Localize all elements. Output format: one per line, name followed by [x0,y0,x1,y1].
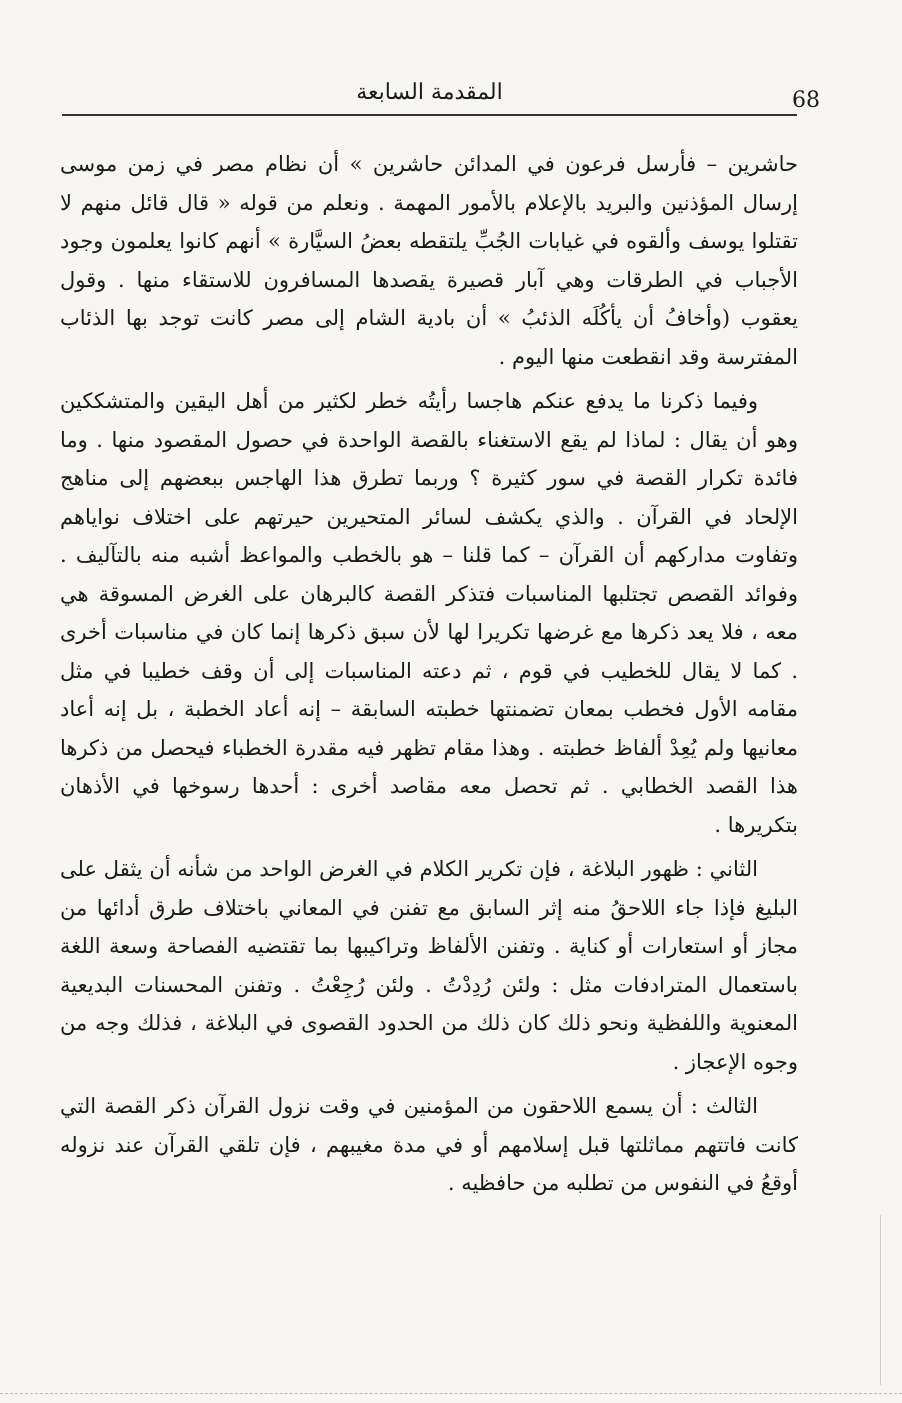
paragraph-4: الثالث : أن يسمع اللاحقون من المؤمنين في وقت نزول القرآن ذكر القصة التي كانت فاتتهم مماثلتها قبل إسلامهم أو في مدة مغيبهم ، فإن تلقي القرآن عند نزوله أوقعُ في النفوس من تطلبه من حافظيه . [60,1094,798,1195]
page-number: 68 [792,88,820,113]
paragraph-2: وفيما ذكرنا ما يدفع عنكم هاجسا رأيتُه خطر لكثير من أهل اليقين والمتشككين وهو أن يقال : لماذا لم يقع الاستغناء بالقصة الواحدة في حصول المقصود منها . وما فائدة تكرار القصة في سور كثيرة ؟ وربما تطرق هذا الهاجس ببعضهم إلى مناهج الإلحاد في القرآن . والذي يكشف لسائر المتحيرين حيرتهم على اختلاف نواياهم وتفاوت مداركهم أن القرآن – كما قلنا – هو بالخطب والمواعظ أشبه منه بالتآليف . وفوائد القصص تجتلبها المناسبات فتذكر القصة كالبرهان على الغرض المسوقة هي معه ، فلا يعد ذكرها مع غرضها تكريرا لها لأن سبق ذكرها إنما كان في مناسبات أخرى . كما لا يقال للخطيب في قوم ، ثم دعته المناسبات إلى أن وقف خطيبا في مثل مقامه الأول فخطب بمعان تضمنتها خطبته السابقة – إنه أعاد الخطبة ، بل إنه أعاد معانيها ولم يُعِدْ ألفاظ خطبته . وهذا مقام تظهر فيه مقدرة الخطباء فيحصل من ذكرها هذا القصد الخطابي . ثم تحصل معه مقاصد أخرى : أحدها رسوخها في الأذهان بتكريرها . [60,389,798,837]
running-title: المقدمة السابعة [356,80,503,105]
scan-margin-line [880,1215,881,1385]
scan-bottom-edge [0,1393,902,1394]
paragraph-3: الثاني : ظهور البلاغة ، فإن تكرير الكلام في الغرض الواحد من شأنه أن يثقل على البليغ فإذا جاء اللاحقُ منه إثر السابق مع تفنن في المعاني باختلاف طرق أدائها من مجاز أو استعارات أو كناية . وتفنن الألفاظ وتراكيبها بما تقتضيه الفصاحة وسعة اللغة باستعمال المترادفات مثل : ولئن رُدِدْتُ . ولئن رُجِعْتُ . وتفنن المحسنات البديعية المعنوية واللفظية ونحو ذلك كان ذلك من الحدود القصوى في البلاغة ، فذلك وجه من وجوه الإعجاز . [60,857,798,1074]
header-rule [62,114,797,116]
body-text [60,145,798,1203]
paragraph-1: حاشرين – فأرسل فرعون في المدائن حاشرين » أن نظام مصر في زمن موسى إرسال المؤذنين والبريد بالإعلام بالأمور المهمة . ونعلم من قوله « قال قائل منهم لا تقتلوا يوسف وألقوه في غيابات الجُبِّ يلتقطه بعضُ السيَّارة » أنهم كانوا يعلمون وجود الأجباب في الطرقات وهي آبار قصيرة يقصدها المسافرون للاستقاء منها . وقول يعقوب (وأخافُ أن يأكُلَه الذئبُ » أن بادية الشام إلى مصر كانت توجد بها الذئاب المفترسة وقد انقطعت منها اليوم . [60,152,798,369]
page-header [62,80,820,113]
